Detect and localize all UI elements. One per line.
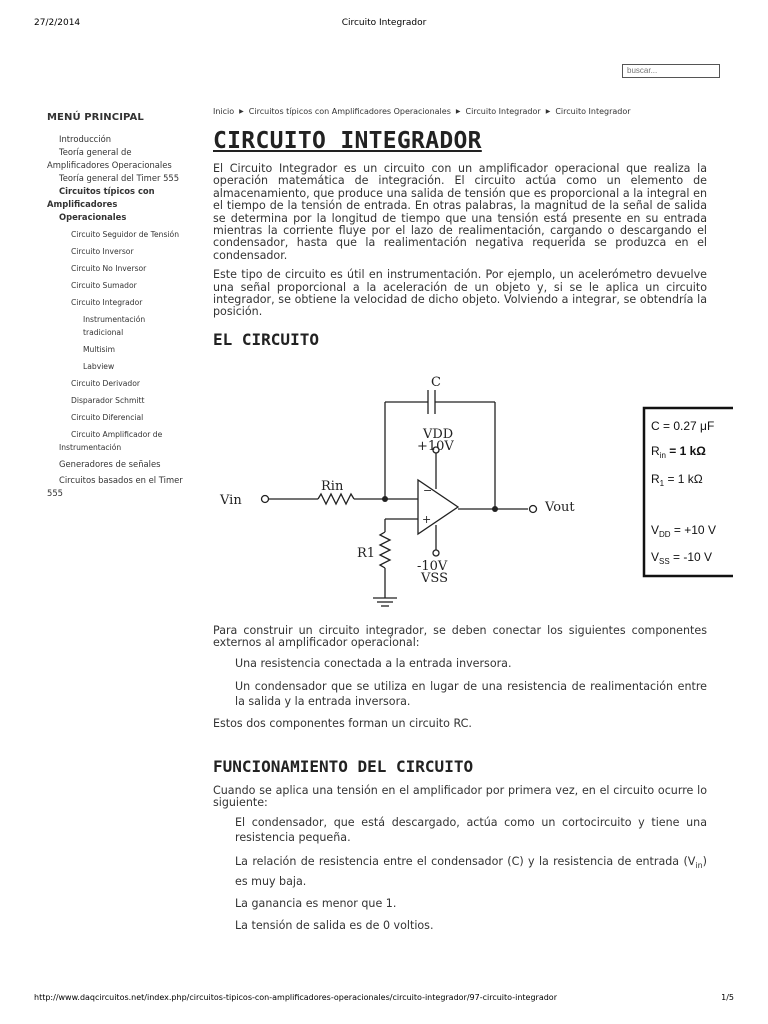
- label-vout: Vout: [545, 500, 575, 515]
- value-rin: $R_{in} = 1$ kΩ: [651, 444, 706, 460]
- page-title: CIRCUITO INTEGRADOR: [213, 128, 482, 154]
- menu-item-teoria-555[interactable]: Teoría general del Timer 555: [59, 173, 180, 183]
- menu-item-integrador[interactable]: Circuito Integrador: [71, 298, 143, 307]
- caret-right-icon: ▶: [239, 108, 244, 115]
- menu-item-label: Teoría general de: [59, 147, 132, 157]
- component-item: Un condensador que se utiliza en lugar de una resistencia de realimentación entre la salida y la entrada inversora.: [235, 680, 707, 709]
- print-date: 27/2/2014: [34, 18, 81, 28]
- menu-item-no-inversor[interactable]: Circuito No Inversor: [71, 264, 147, 273]
- article: [213, 128, 707, 349]
- section-heading-function: FUNCIONAMIENTO DEL CIRCUITO: [213, 756, 474, 776]
- breadcrumb-item[interactable]: Circuitos típicos con Amplificadores Operacionales: [248, 107, 451, 116]
- value-r1: $R_1 = 1$ kΩ: [651, 472, 703, 488]
- caret-right-icon: ▶: [545, 108, 551, 115]
- breadcrumb-item[interactable]: Inicio: [213, 107, 235, 116]
- page-number: 1/5: [721, 993, 734, 1002]
- menu-item-derivador[interactable]: Circuito Derivador: [71, 379, 140, 388]
- menu-item-sumador[interactable]: Circuito Sumador: [71, 281, 137, 290]
- menu-item-label: Instrumentación: [59, 443, 122, 452]
- menu-item-schmitt[interactable]: Disparador Schmitt: [71, 396, 145, 405]
- main-menu-heading: MENÚ PRINCIPAL: [47, 112, 144, 123]
- label-vdd: VDD: [423, 427, 454, 442]
- function-item: La relación de resistencia entre el condensador (C) y la resistencia de entrada $(V_{in})$ es muy baja.: [235, 855, 707, 888]
- function-item: La ganancia es menor que 1.: [235, 896, 397, 910]
- menu-item-labview[interactable]: Labview: [83, 362, 115, 371]
- label-r1: R1: [357, 546, 376, 561]
- menu-item-label: 555: [47, 488, 63, 498]
- menu-item-instrumentacion[interactable]: [47, 428, 187, 454]
- circuit-diagram: [213, 372, 733, 612]
- breadcrumb-item: Circuito Integrador: [555, 107, 631, 116]
- intro-paragraph: El Circuito Integrador es un circuito con un amplificador operacional que realiza la operación matemática de integración. El circuito actúa como un elemento de almacenamiento, que produce una salida de tensión que es proporcional a la integral en el tiempo de la tensión de entrada. En otras palabras, la magnitud de la señal de salida se determina por la longitud de tiempo que una tensión está presente en su entrada mientras la corriente fluye por el lazo de realimentación, cargando o descargando el condensador, hasta que la realimentación negativa requerida se produzca en el condensador.: [213, 162, 707, 262]
- label-c: C: [431, 375, 441, 390]
- menu-item-label: Amplificadores Operacionales: [47, 199, 127, 222]
- menu-item-label: Circuitos típicos con: [59, 186, 155, 196]
- opamp-minus: −: [423, 484, 433, 497]
- label-rin: Rin: [321, 479, 344, 494]
- value-c: C = 0.27 μF: [651, 419, 715, 433]
- components-intro: Para construir un circuito integrador, se deben conectar los siguientes componentes externos al amplificador operacional:: [213, 624, 707, 650]
- menu-item-diferencial[interactable]: Circuito Diferencial: [71, 413, 144, 422]
- label-vss: VSS: [421, 571, 448, 586]
- main-menu: [47, 112, 187, 500]
- function-intro: Cuando se aplica una tensión en el amplificador por primera vez, en el circuito ocurre lo siguiente:: [213, 783, 707, 810]
- menu-item-multisim[interactable]: Multisim: [83, 345, 116, 354]
- menu-item-seguidor[interactable]: Circuito Seguidor de Tensión: [71, 230, 180, 239]
- menu-item-circuitos-tipicos[interactable]: [47, 185, 187, 224]
- label-vin: Vin: [220, 493, 242, 508]
- menu-item-introduccion[interactable]: Introducción: [59, 134, 112, 144]
- menu-item-inversor[interactable]: Circuito Inversor: [71, 247, 134, 256]
- menu-item-generadores[interactable]: Generadores de señales: [59, 459, 161, 469]
- print-title: Circuito Integrador: [341, 18, 427, 28]
- breadcrumb: [213, 107, 631, 116]
- value-vdd: $V_{DD} = +10$ V: [651, 523, 716, 539]
- label-vss-value: -10V: [417, 559, 448, 574]
- menu-item-timer-555[interactable]: [47, 474, 187, 500]
- rc-note: Estos dos componentes forman un circuito RC.: [213, 717, 472, 731]
- breadcrumb-item[interactable]: Circuito Integrador: [465, 107, 541, 116]
- article-continued: [213, 625, 707, 932]
- menu-item-teoria-ampop[interactable]: [47, 146, 187, 172]
- component-values-box: [644, 408, 733, 576]
- component-item: Una resistencia conectada a la entrada inversora.: [235, 656, 512, 670]
- menu-item-label: Amplificadores Operacionales: [47, 160, 172, 170]
- search-input[interactable]: [622, 64, 720, 78]
- label-vdd-value: +10V: [417, 439, 454, 454]
- print-url: http://www.daqcircuitos.net/index.php/circuitos-tipicos-con-amplificadores-operacionales/circuito-integrador/97-circuito-integrador: [34, 993, 557, 1002]
- caret-right-icon: ▶: [455, 108, 461, 115]
- function-item: La tensión de salida es de 0 voltios.: [235, 919, 434, 933]
- menu-item-instrumentacion-tradicional[interactable]: Instrumentación tradicional: [83, 315, 146, 337]
- menu-item-label: Circuito Amplificador de: [71, 430, 163, 439]
- function-item: El condensador, que está descargado, actúa como un cortocircuito y tiene una resistencia pequeña.: [235, 816, 707, 845]
- usage-paragraph: Este tipo de circuito es útil en instrumentación. Por ejemplo, un acelerómetro devuelve una señal proporcional a la aceleración de un objeto y, si se le aplica un circuito integrador, se obtiene la velocidad de dicho objeto. Volviendo a integrar, se obtendría la posición.: [213, 268, 707, 319]
- menu-item-label: Circuitos basados en el Timer: [59, 475, 183, 485]
- section-heading-circuit: EL CIRCUITO: [213, 329, 319, 349]
- value-vss: $V_{SS} = -10$ V: [651, 550, 713, 566]
- opamp-plus: +: [422, 513, 432, 526]
